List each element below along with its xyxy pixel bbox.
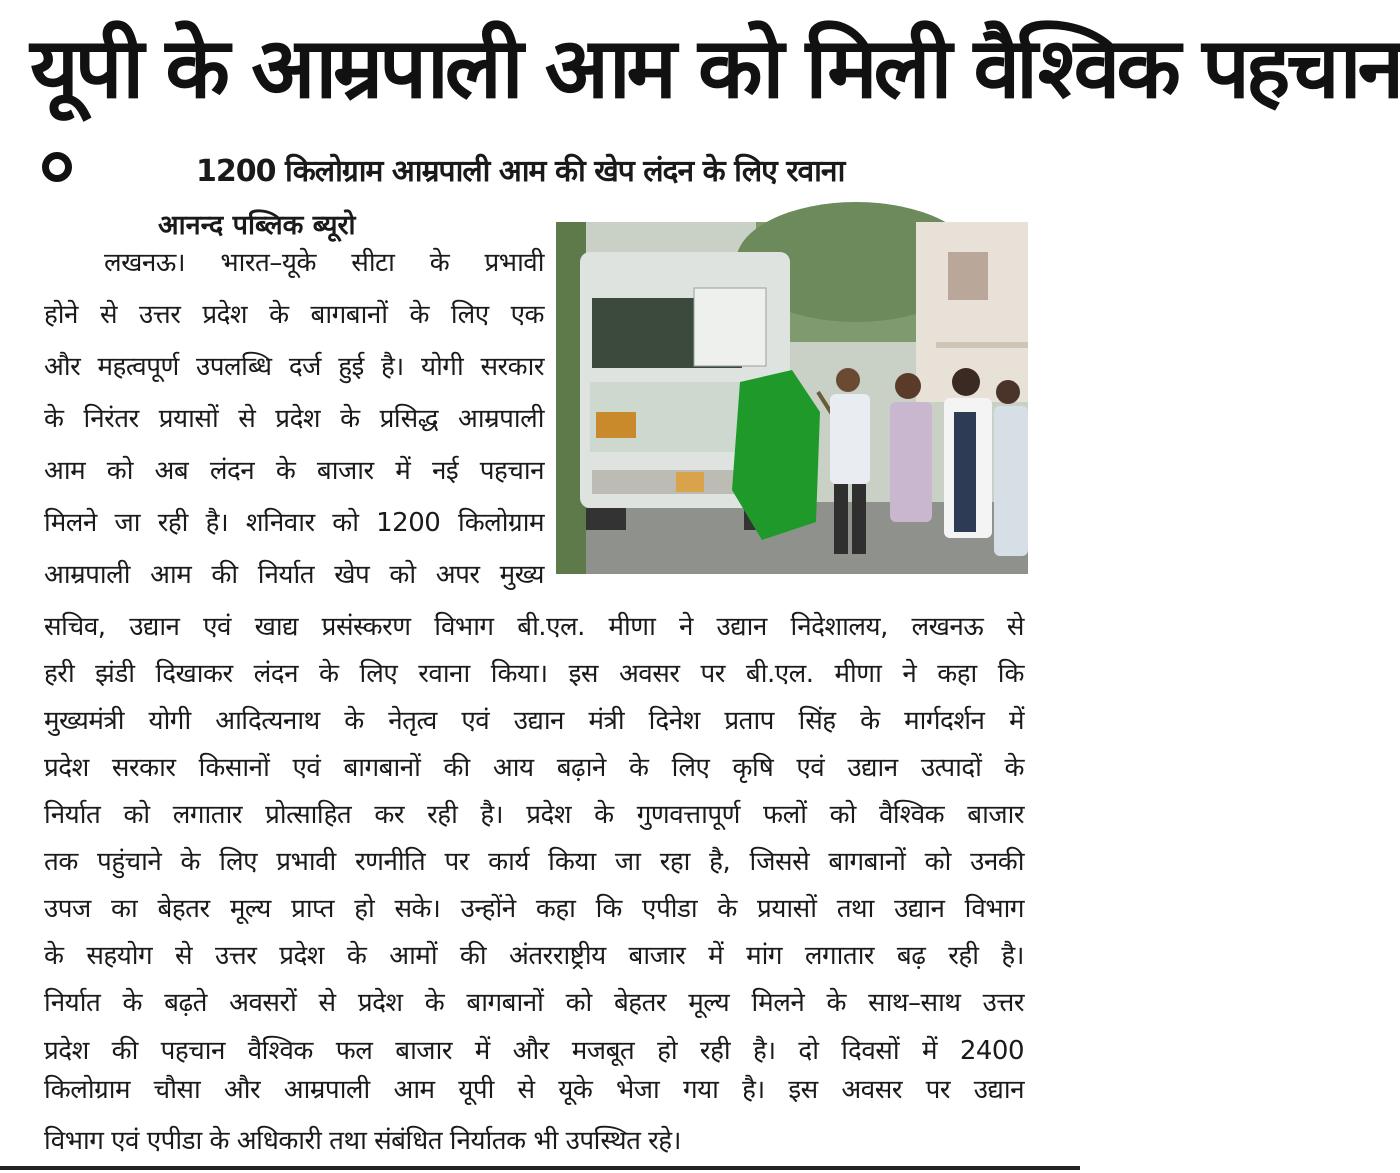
body-line: लखनऊ। भारत–यूके सीटा के प्रभावी	[104, 248, 544, 278]
body-line: आम्रपाली आम की निर्यात खेप को अपर मुख्य	[44, 560, 544, 590]
subheadline: 1200 किलोग्राम आम्रपाली आम की खेप लंदन के लिए रवाना	[196, 154, 845, 189]
body-line: किलोग्राम चौसा और आम्रपाली आम यूपी से यूके भेजा गया है। इस अवसर पर उद्यान	[44, 1075, 1024, 1106]
body-line: विभाग एवं एपीडा के अधिकारी तथा संबंधित निर्यातक भी उपस्थित रहे।	[44, 1126, 681, 1156]
bottom-divider	[0, 1166, 1080, 1170]
news-photo	[556, 222, 1028, 574]
body-line: आम को अब लंदन के बाजार में नई पहचान	[44, 456, 544, 486]
body-line: के निरंतर प्रयासों से प्रदेश के प्रसिद्ध आम्रपाली	[44, 404, 544, 434]
body-line: निर्यात के बढ़ते अवसरों से प्रदेश के बागबानों को बेहतर मूल्य मिलने के साथ–साथ उत्तर	[44, 988, 1024, 1019]
byline: आनन्द पब्लिक ब्यूरो	[158, 210, 356, 241]
body-line: उपज का बेहतर मूल्य प्राप्त हो सके। उन्होंने कहा कि एपीडा के प्रयासों तथा उद्यान विभाग	[44, 894, 1024, 925]
body-line: हरी झंडी दिखाकर लंदन के लिए रवाना किया। इस अवसर पर बी.एल. मीणा ने कहा कि	[44, 659, 1024, 690]
bullet-circle-icon	[42, 152, 72, 182]
body-line: प्रदेश की पहचान वैश्विक फल बाजार में और मजबूत हो रही है। दो दिवसों में 2400	[44, 1035, 1024, 1066]
body-line: प्रदेश सरकार किसानों एवं बागबानों की आय बढ़ाने के लिए कृषि एवं उद्यान उत्पादों के	[44, 753, 1024, 784]
body-line: के सहयोग से उत्तर प्रदेश के आमों की अंतरराष्ट्रीय बाजार में मांग लगातार बढ़ रही है।	[44, 941, 1024, 972]
body-line: होने से उत्तर प्रदेश के बागबानों के लिए एक	[44, 300, 544, 330]
body-line: और महत्वपूर्ण उपलब्धि दर्ज हुई है। योगी सरकार	[44, 352, 544, 382]
body-line: मिलने जा रही है। शनिवार को 1200 किलोग्राम	[44, 508, 544, 538]
body-line: निर्यात को लगातार प्रोत्साहित कर रही है। प्रदेश के गुणवत्तापूर्ण फलों को वैश्विक बाजार	[44, 800, 1024, 831]
headline: यूपी के आम्रपाली आम को मिली वैश्विक पहचान	[30, 19, 1400, 117]
body-line: मुख्यमंत्री योगी आदित्यनाथ के नेतृत्व एवं उद्यान मंत्री दिनेश प्रताप सिंह के मार्गदर्शन में	[44, 706, 1024, 737]
body-line: सचिव, उद्यान एवं खाद्य प्रसंस्करण विभाग बी.एल. मीणा ने उद्यान निदेशालय, लखनऊ से	[44, 612, 1024, 642]
body-line: तक पहुंचाने के लिए प्रभावी रणनीति पर कार्य किया जा रहा है, जिससे बागबानों को उनकी	[44, 847, 1024, 878]
